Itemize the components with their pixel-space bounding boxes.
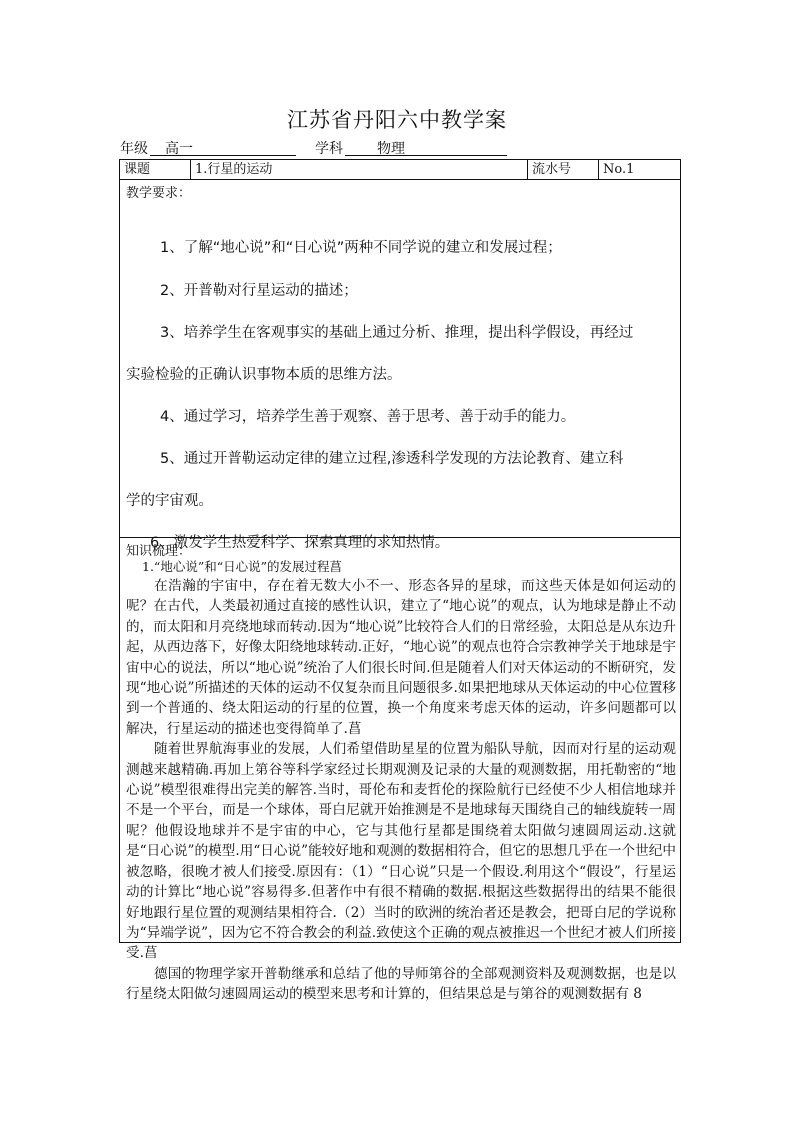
subject-label: 学科 (315, 141, 343, 157)
serial-label: 流水号 (528, 160, 599, 180)
grade-label: 年级 (120, 141, 148, 157)
lesson-plan-table (119, 159, 681, 1003)
requirement-item: 3、培养学生在客观事实的基础上通过分析、推理，提出科学假设，再经过 (160, 325, 634, 341)
topic-value: 1.行星的运动 (191, 160, 528, 180)
requirement-item: 5、通过开普勒运动定律的建立过程,渗透科学发现的方法论教育、建立科 (160, 451, 624, 467)
serial-value: No.1 (599, 160, 681, 180)
requirement-item: 学的宇宙观。 (126, 493, 213, 509)
topic-label: 课题 (120, 160, 191, 180)
knowledge-body (126, 576, 676, 1005)
requirement-item: 4、通过学习，培养学生善于观察、善于思考、善于动手的能力。 (160, 409, 576, 425)
knowledge-label: 知识梳理： (126, 544, 192, 559)
grade-value: 高一 (165, 141, 193, 157)
requirement-item: 6、激发学生热爱科学、探索真理的求知热情。 (150, 535, 450, 551)
requirements-cell (120, 180, 681, 551)
requirement-item: 实验检验的正确认识事物本质的思维方法。 (126, 367, 402, 383)
requirement-item: 1、了解“地心说”和“日心说”两种不同学说的建立和发展过程； (160, 240, 562, 256)
knowledge-cell (120, 538, 681, 1003)
knowledge-paragraph: 在浩瀚的宇宙中，存在着无数大小不一、形态各异的星球，而这些天体是如何运动的呢？在古代，人类最初通过直接的感性认识，建立了“地心说”的观点，认为地球是静止不动的，而太阳和月亮绕地球而转动.因为“地心说”比较符合人们的日常经验，太阳总是从东边升起，从西边落下，好像太阳绕地球转动.正好，“地心说”的观点也符合宗教神学关于地球是宇宙中心的说法，所以“地心说”统治了人们很长时间.但是随着人们对天体运动的不断研究，发现“地心说”所描述的天体的运动不仅复杂而且问题很多.如果把地球从天体运动的中心位置移到一个普通的、绕太阳运动的行星的位置，换一个角度来考虑天体的运动，许多问题都可以解决，行星运动的描述也变得简单了.菖 (126, 578, 676, 737)
subject-value: 物理 (377, 141, 405, 157)
requirement-item: 2、开普勒对行星运动的描述； (160, 283, 358, 299)
subject-underline (345, 155, 507, 156)
knowledge-heading: 1.“地心说”和“日心说”的发展过程菖 (142, 559, 342, 574)
requirements-label: 教学要求： (126, 186, 192, 201)
page-title: 江苏省丹阳六中教学案 (287, 108, 507, 132)
knowledge-paragraph: 德国的物理学家开普勒继承和总结了他的导师第谷的全部观测资料及观测数据，也是以行星绕太阳做匀速圆周运动的模型来思考和计算的，但结果总是与第谷的观测数据有 8 (126, 965, 676, 1003)
knowledge-paragraph: 随着世界航海事业的发展，人们希望借助星星的位置为船队导航，因而对行星的运动观测越来越精确.再加上第谷等科学家经过长期观测及记录的大量的观测数据，用托勒密的“地心说”模型很难得出完美的解答.当时，哥伦布和麦哲伦的探险航行已经使不少人相信地球并不是一个平台，而是一个球体，哥白尼就开始推测是不是地球每天围绕自己的轴线旋转一周呢？他假设地球并不是宇宙的中心，它与其他行星都是围绕着太阳做匀速圆周运动.这就是“日心说”的模型.用“日心说”能较好地和观测的数据相符合，但它的思想几乎在一个世纪中被忽略，很晚才被人们接受.原因有：（1）“日心说”只是一个假设.利用这个“假设”，行星运动的计算比“地心说”容易得多.但著作中有很不精确的数据.根据这些数据得出的结果不能很好地跟行星位置的观测结果相符合.（2）当时的欧洲的统治者还是教会，把哥白尼的学说称为“异端学说”，因为它不符合教会的利益.致使这个正确的观点被推迟一个世纪才被人们所接受.菖 (126, 741, 676, 962)
grade-underline (150, 155, 296, 156)
